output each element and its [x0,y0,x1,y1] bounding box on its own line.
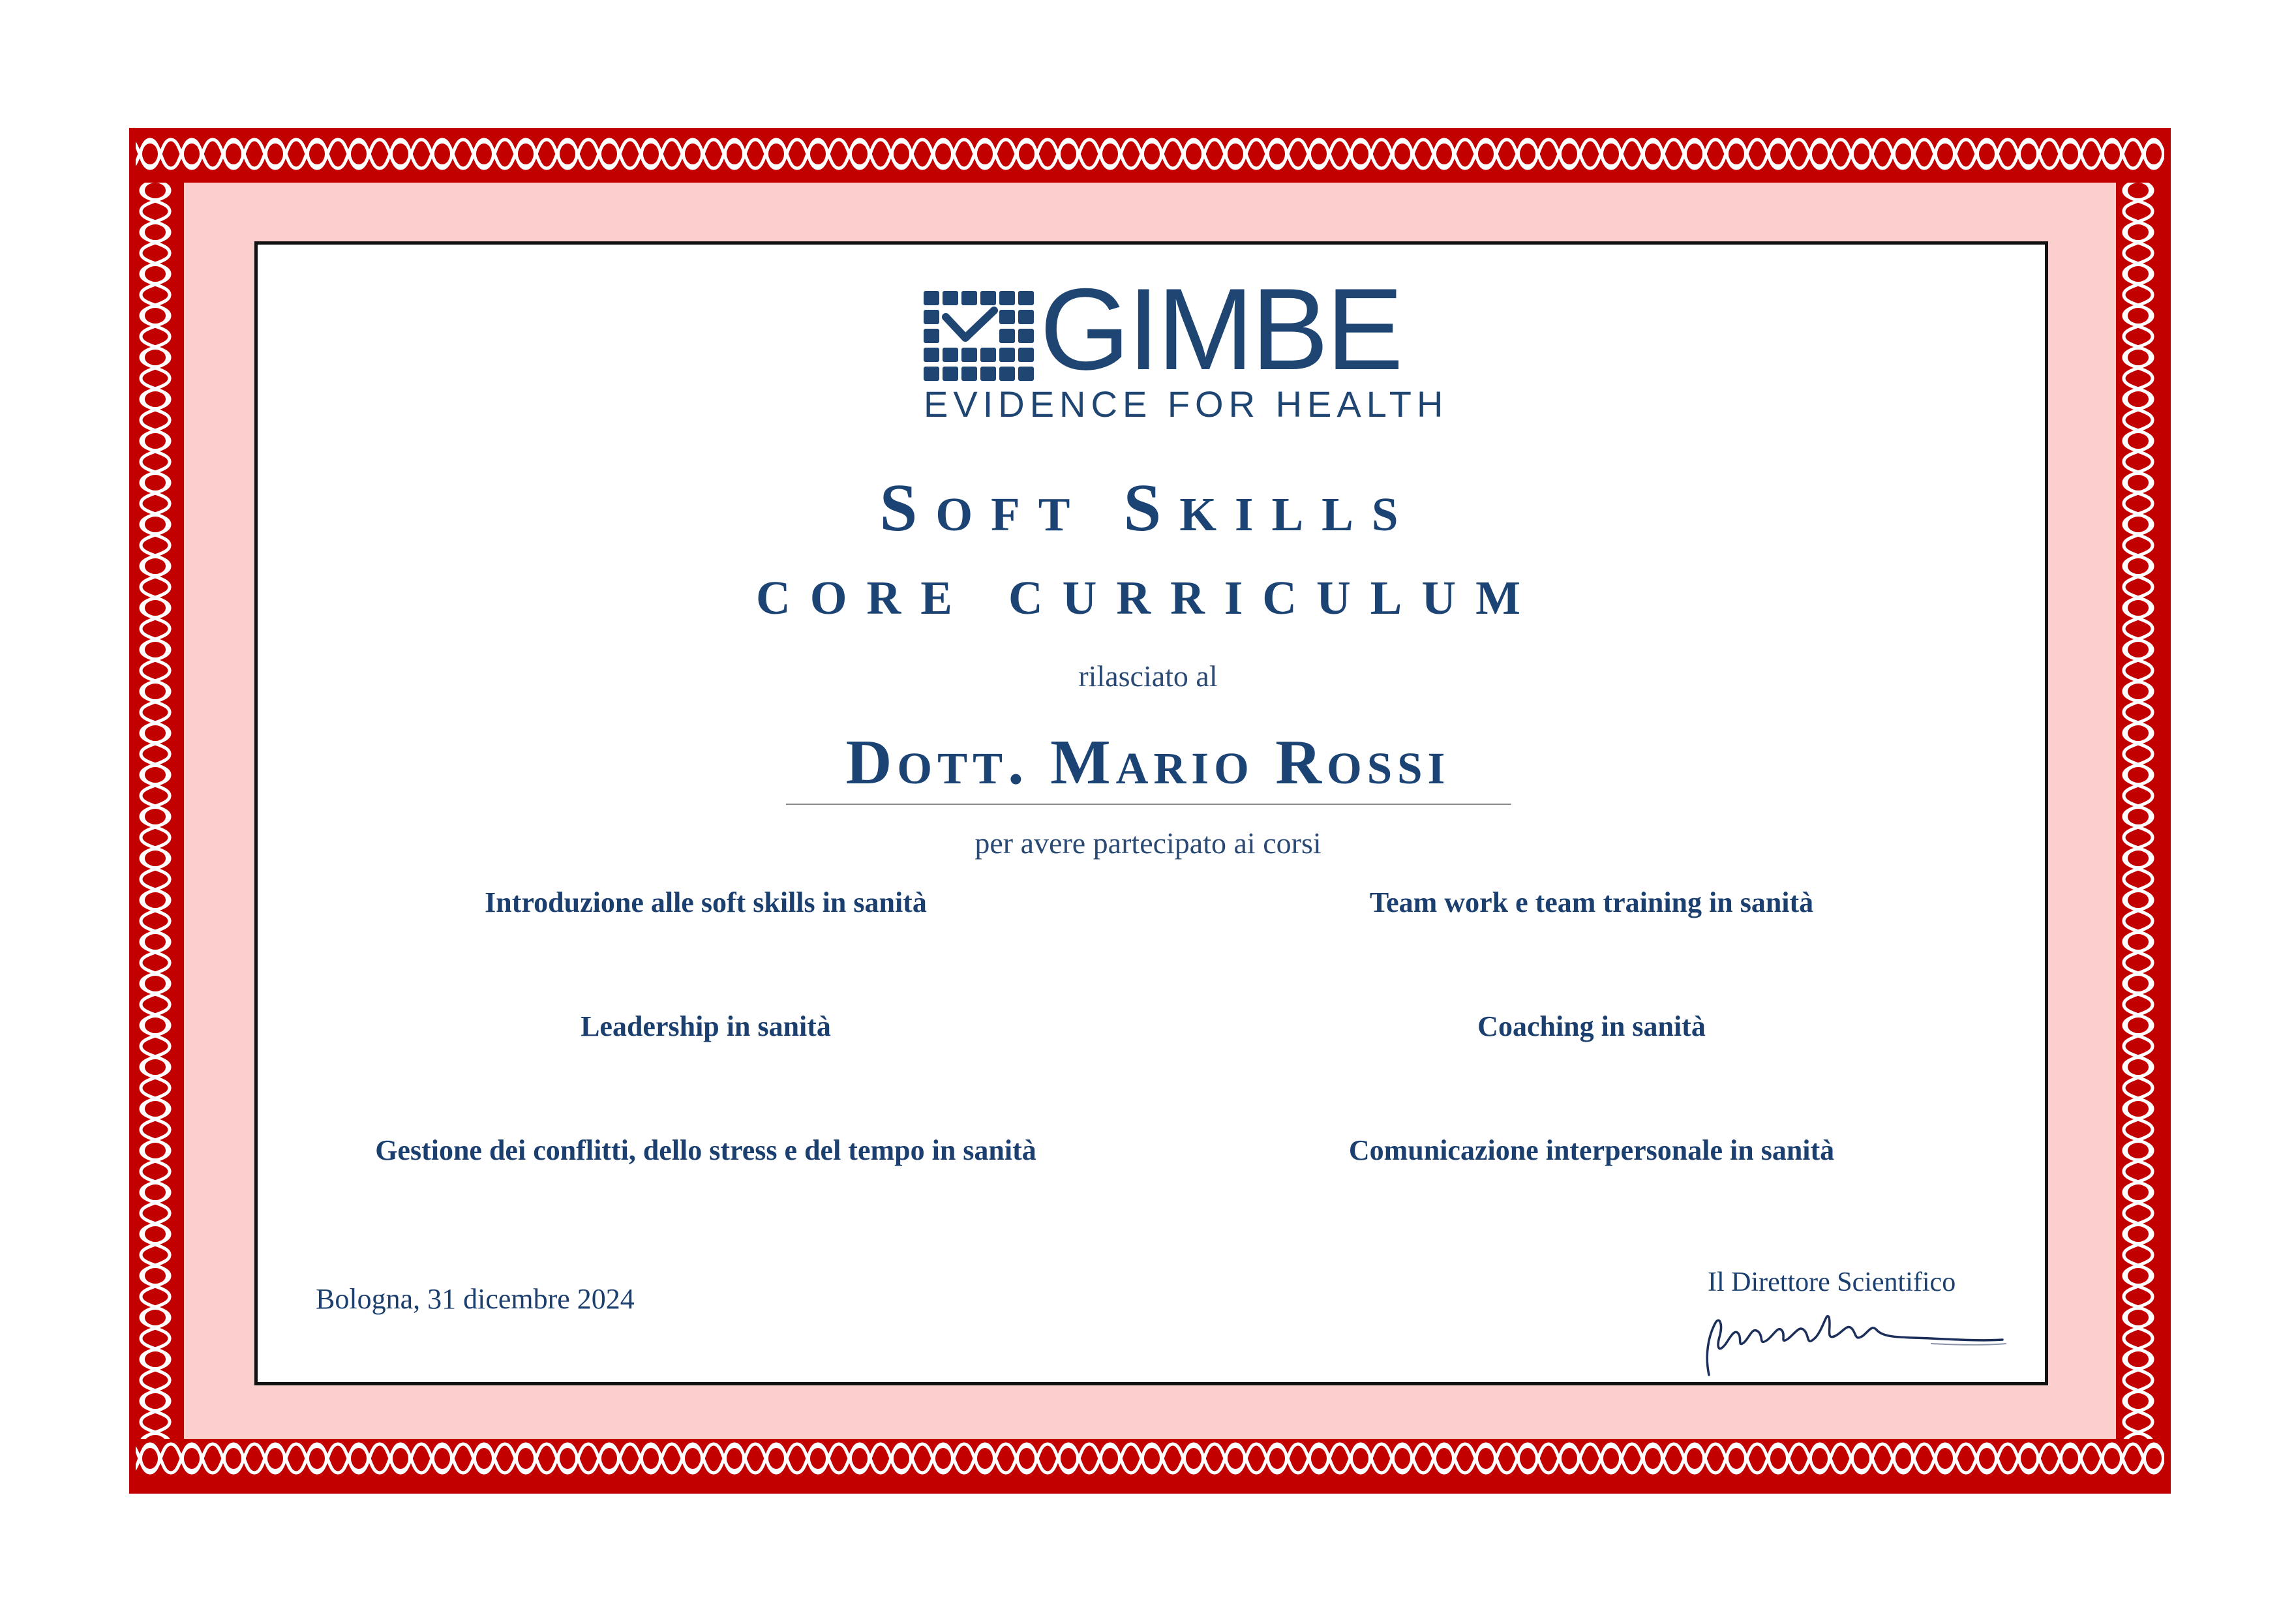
issued-to-label: rilasciato al [1078,659,1218,693]
course-item: Comunicazione interpersonale in sanità [1348,1134,1835,1166]
course-item: Gestione dei conflitti, dello stress e del tempo in sanità [375,1134,1036,1166]
logo-tagline: EVIDENCE FOR HEALTH [924,384,1449,425]
course-item: Introduzione alle soft skills in sanità [485,886,927,918]
certificate-subtitle: core curriculum [756,554,1540,629]
signer-title: Il Direttore Scientifico [1708,1267,1956,1297]
course-item: Team work e team training in sanità [1369,886,1814,918]
gimbe-logo [921,264,1449,430]
certificate-title: Soft Skills [879,470,1417,545]
course-item: Coaching in sanità [1477,1010,1706,1042]
recipient-name: Dott. Mario Rossi [845,727,1451,798]
place-date: Bologna, 31 dicembre 2024 [316,1283,635,1315]
grid-check-icon [924,291,1035,382]
course-item: Leadership in sanità [581,1010,831,1042]
participation-text: per avere partecipato ai corsi [974,826,1322,860]
recipient-underline [786,804,1511,805]
handwritten-signature [1696,1298,2009,1383]
logo-wordmark: GIMBE [1040,264,1401,394]
